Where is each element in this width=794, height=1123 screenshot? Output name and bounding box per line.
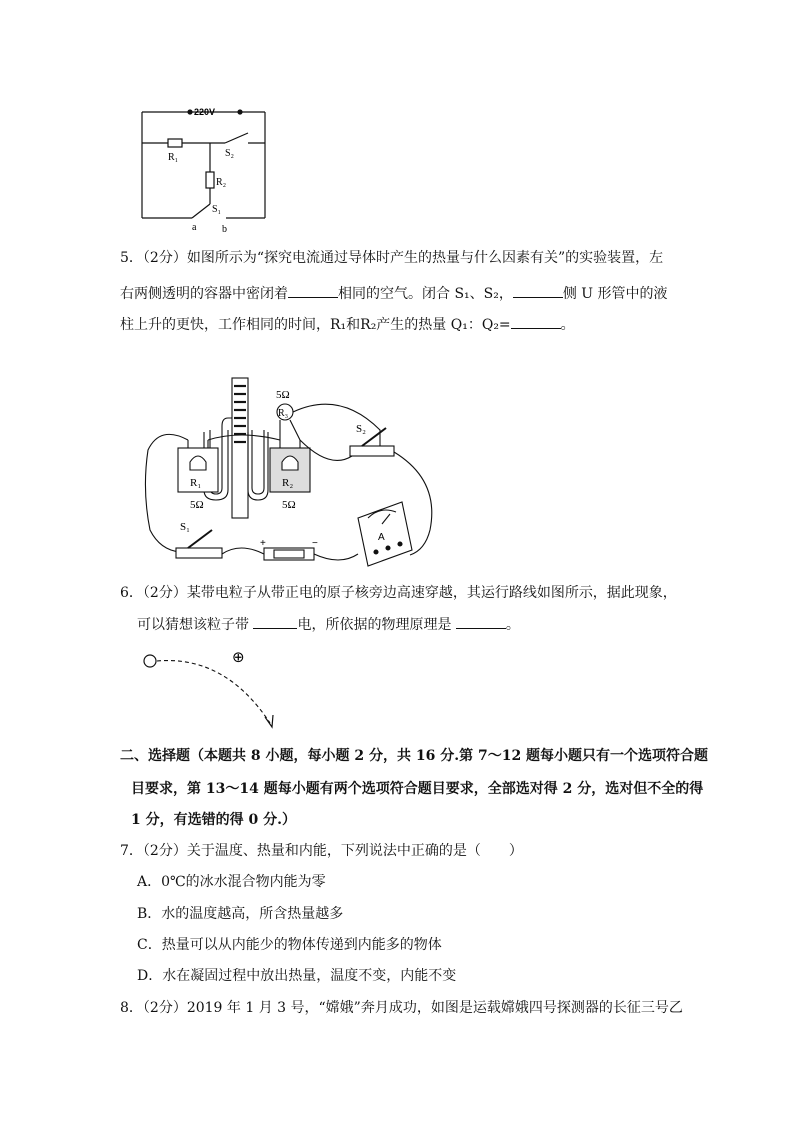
r2-value: 5Ω: [282, 499, 296, 511]
q5-line1: 5．（2分）如图所示为“探究电流通过导体时产生的热量与什么因素有关”的实验装置，左: [120, 250, 664, 266]
nucleus-symbol: ⊕: [232, 648, 245, 666]
r2-container-label: R₂: [282, 477, 294, 489]
q7-option-d: D．水在凝固过程中放出热量，温度不变，内能不变: [137, 968, 457, 984]
q6-line2-a: 可以猜想该粒子带: [137, 617, 249, 633]
r1-label: R₁: [168, 152, 179, 163]
q5-line3: [120, 314, 575, 335]
section2-line3: 1 分，有选错的得 0 分.）: [131, 812, 296, 828]
section2-line2: 目要求，第 13～14 题每小题有两个选项符合题目要求，全部选对得 2 分，选对但不全的得: [131, 781, 704, 797]
battery-plus: +: [260, 538, 266, 549]
q5-line3-a: 柱上升的更快，工作相同的时间，R₁和R₂产生的热量 Q₁：Q₂=: [120, 317, 511, 333]
battery-minus: −: [312, 538, 318, 549]
r3-label: R₃: [278, 408, 289, 419]
r1-value: 5Ω: [190, 499, 204, 511]
circuit-diagram: [130, 100, 275, 235]
r1-container-label: R₁: [190, 477, 202, 489]
s1-label: S₁: [212, 204, 222, 215]
s2-switch-label: S₂: [356, 423, 366, 435]
q6-line1: 6．（2分）某带电粒子从带正电的原子核旁边高速穿越，其运行路线如图所示，据此现象，: [120, 585, 677, 601]
q5-line2-c: 侧 U 形管中的液: [562, 286, 668, 302]
q7-stem: 7．（2分）关于温度、热量和内能，下列说法中正确的是（ ）: [120, 843, 523, 859]
q6-line2-b: 电，所依据的物理原理是: [297, 617, 452, 633]
q5-line3-b: 。: [560, 317, 575, 333]
q5-blank-3: [511, 314, 561, 329]
section2-line1: 二、选择题（本题共 8 小题，每小题 2 分，共 16 分.第 7～12 题每小题只有一个选项符合题: [120, 748, 709, 764]
q8-stem: 8．（2分）2019 年 1 月 3 号，“嫦娥”奔月成功，如图是运载嫦娥四号探测器的长征三号乙: [120, 1000, 683, 1016]
q6-blank-1: [253, 614, 297, 629]
ammeter-label: A: [378, 532, 385, 543]
q7-option-c: C．热量可以从内能少的物体传递到内能多的物体: [137, 937, 442, 953]
q6-line2-c: 。: [505, 617, 520, 633]
q5-blank-2: [513, 283, 563, 298]
q5-blank-1: [288, 283, 338, 298]
particle-circle: [144, 655, 156, 667]
a-label: a: [192, 222, 197, 233]
s1-switch-label: S₁: [180, 521, 190, 533]
s2-label: S₂: [225, 148, 235, 159]
voltage-label: 220V: [194, 107, 216, 117]
q5-line2-b: 相同的空气。闭合 S₁、S₂，: [338, 286, 513, 302]
trajectory-path: [157, 661, 270, 723]
r3-value: 5Ω: [276, 389, 290, 401]
r2-label: R₂: [216, 177, 227, 188]
particle-trajectory-figure: [135, 645, 290, 735]
q6-line2: [137, 614, 520, 635]
heat-experiment-apparatus: [140, 370, 450, 575]
q7-option-b: B．水的温度越高，所含热量越多: [137, 906, 344, 922]
q7-option-a: A．0℃的冰水混合物内能为零: [137, 874, 326, 890]
q6-blank-2: [456, 614, 506, 629]
b-label: b: [222, 224, 227, 235]
q5-line2-a: 右两侧透明的容器中密闭着: [120, 286, 288, 302]
q5-line2: [120, 283, 668, 304]
